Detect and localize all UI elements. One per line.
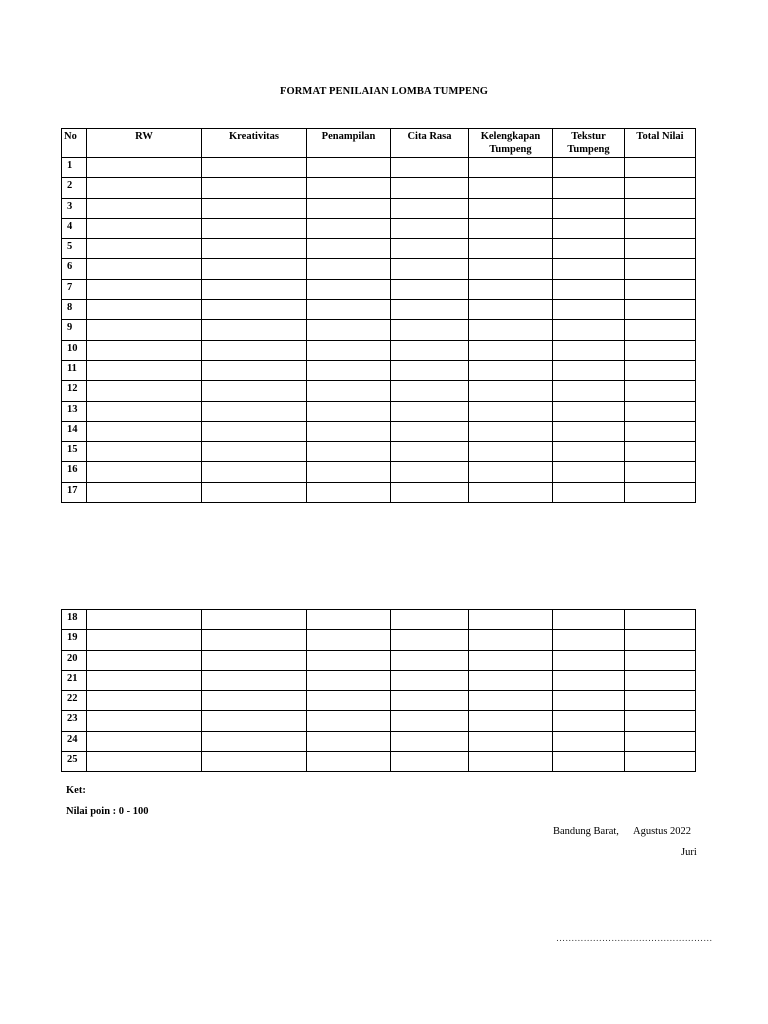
score-cell [553, 178, 625, 198]
row-number: 13 [62, 401, 87, 421]
score-cell [307, 239, 391, 259]
score-cell [391, 198, 469, 218]
score-cell [202, 711, 307, 731]
table-row [62, 711, 696, 731]
row-number: 15 [62, 442, 87, 462]
column-header: Total Nilai [625, 129, 696, 158]
score-cell [391, 421, 469, 441]
score-cell [202, 259, 307, 279]
table-row [62, 482, 696, 502]
score-cell [469, 320, 553, 340]
table-row [62, 731, 696, 751]
score-cell [87, 752, 202, 772]
score-cell [469, 610, 553, 630]
score-cell [625, 650, 696, 670]
table-row [62, 259, 696, 279]
score-cell [202, 239, 307, 259]
score-cell [307, 462, 391, 482]
score-cell [625, 421, 696, 441]
score-cell [553, 752, 625, 772]
score-cell [553, 482, 625, 502]
score-cell [625, 320, 696, 340]
score-cell [625, 218, 696, 238]
table-row [62, 340, 696, 360]
table-row [62, 670, 696, 690]
score-cell [307, 340, 391, 360]
table-row [62, 752, 696, 772]
score-cell [553, 731, 625, 751]
score-cell [202, 731, 307, 751]
column-header: RW [87, 129, 202, 158]
score-cell [391, 218, 469, 238]
score-cell [469, 691, 553, 711]
row-number: 24 [62, 731, 87, 751]
column-header: Kelengkapan Tumpeng [469, 129, 553, 158]
score-cell [202, 320, 307, 340]
score-cell [553, 462, 625, 482]
row-number: 19 [62, 630, 87, 650]
score-cell [87, 630, 202, 650]
score-cell [469, 670, 553, 690]
score-cell [553, 381, 625, 401]
score-cell [87, 650, 202, 670]
score-cell [553, 610, 625, 630]
score-cell [625, 340, 696, 360]
score-cell [469, 462, 553, 482]
score-cell [202, 360, 307, 380]
table-row [62, 381, 696, 401]
score-cell [391, 670, 469, 690]
score-cell [469, 401, 553, 421]
row-number: 25 [62, 752, 87, 772]
score-cell [307, 630, 391, 650]
score-cell [307, 178, 391, 198]
table-row [62, 239, 696, 259]
row-number: 3 [62, 198, 87, 218]
score-cell [469, 711, 553, 731]
score-cell [307, 752, 391, 772]
score-cell [625, 239, 696, 259]
table-row [62, 218, 696, 238]
score-cell [625, 401, 696, 421]
row-number: 22 [62, 691, 87, 711]
score-cell [469, 279, 553, 299]
score-cell [469, 178, 553, 198]
row-number: 9 [62, 320, 87, 340]
score-cell [87, 381, 202, 401]
score-cell [469, 300, 553, 320]
score-cell [625, 731, 696, 751]
score-cell [87, 360, 202, 380]
score-cell [307, 259, 391, 279]
row-number: 5 [62, 239, 87, 259]
score-cell [202, 198, 307, 218]
score-cell [307, 442, 391, 462]
row-number: 6 [62, 259, 87, 279]
score-cell [625, 670, 696, 690]
score-cell [625, 442, 696, 462]
score-cell [202, 158, 307, 178]
score-cell [469, 218, 553, 238]
score-cell [391, 731, 469, 751]
score-cell [391, 158, 469, 178]
score-cell [87, 482, 202, 502]
score-cell [87, 731, 202, 751]
score-cell [625, 610, 696, 630]
score-cell [307, 279, 391, 299]
score-cell [469, 381, 553, 401]
signature-line: …………………………………………… [556, 933, 713, 943]
score-cell [625, 360, 696, 380]
score-cell [391, 239, 469, 259]
score-cell [553, 360, 625, 380]
score-cell [202, 670, 307, 690]
score-cell [391, 482, 469, 502]
score-cell [469, 158, 553, 178]
score-cell [391, 462, 469, 482]
row-number: 14 [62, 421, 87, 441]
score-cell [625, 630, 696, 650]
table-row [62, 360, 696, 380]
score-cell [87, 462, 202, 482]
score-cell [391, 300, 469, 320]
score-cell [391, 279, 469, 299]
score-cell [391, 320, 469, 340]
score-cell [87, 691, 202, 711]
table-row [62, 279, 696, 299]
table-row [62, 442, 696, 462]
row-number: 12 [62, 381, 87, 401]
row-number: 10 [62, 340, 87, 360]
score-cell [391, 381, 469, 401]
score-cell [87, 259, 202, 279]
score-cell [307, 482, 391, 502]
score-cell [307, 300, 391, 320]
score-cell [553, 239, 625, 259]
table-header-row [62, 129, 696, 158]
table-row [62, 421, 696, 441]
table-row [62, 158, 696, 178]
score-cell [553, 158, 625, 178]
score-cell [391, 650, 469, 670]
column-header: No [62, 129, 87, 158]
score-cell [553, 320, 625, 340]
score-cell [202, 691, 307, 711]
score-cell [625, 691, 696, 711]
score-cell [625, 300, 696, 320]
column-header: Tekstur Tumpeng [553, 129, 625, 158]
score-cell [391, 178, 469, 198]
score-cell [307, 691, 391, 711]
score-cell [391, 360, 469, 380]
column-header: Penampilan [307, 129, 391, 158]
row-number: 2 [62, 178, 87, 198]
score-cell [553, 650, 625, 670]
score-table-part2 [61, 609, 696, 772]
score-cell [625, 279, 696, 299]
score-cell [307, 421, 391, 441]
table-row [62, 610, 696, 630]
row-number: 16 [62, 462, 87, 482]
score-cell [87, 178, 202, 198]
score-cell [469, 650, 553, 670]
table-row [62, 630, 696, 650]
score-cell [307, 381, 391, 401]
score-cell [87, 442, 202, 462]
score-cell [87, 158, 202, 178]
signature-date: Agustus 2022 [633, 826, 692, 837]
row-number: 7 [62, 279, 87, 299]
score-cell [391, 752, 469, 772]
score-cell [202, 218, 307, 238]
score-cell [553, 442, 625, 462]
score-cell [307, 218, 391, 238]
score-cell [202, 482, 307, 502]
row-number: 21 [62, 670, 87, 690]
signer-role: Juri [681, 847, 697, 858]
ket-label: Ket: [66, 785, 86, 796]
score-cell [202, 610, 307, 630]
table-row [62, 691, 696, 711]
score-cell [202, 381, 307, 401]
score-cell [553, 198, 625, 218]
score-cell [553, 279, 625, 299]
score-cell [469, 752, 553, 772]
column-header: Cita Rasa [391, 129, 469, 158]
score-table-part1 [61, 128, 696, 503]
signature-place: Bandung Barat, [553, 826, 619, 837]
score-cell [307, 711, 391, 731]
score-cell [87, 670, 202, 690]
score-cell [87, 711, 202, 731]
row-number: 1 [62, 158, 87, 178]
score-cell [625, 381, 696, 401]
score-cell [625, 198, 696, 218]
score-cell [625, 259, 696, 279]
column-header: Kreativitas [202, 129, 307, 158]
score-cell [553, 401, 625, 421]
score-cell [553, 691, 625, 711]
table-row [62, 320, 696, 340]
score-cell [307, 360, 391, 380]
score-cell [391, 442, 469, 462]
score-cell [625, 462, 696, 482]
score-cell [87, 279, 202, 299]
score-cell [307, 731, 391, 751]
score-cell [391, 691, 469, 711]
score-cell [87, 239, 202, 259]
score-cell [553, 711, 625, 731]
score-cell [625, 178, 696, 198]
score-cell [391, 401, 469, 421]
score-cell [87, 421, 202, 441]
score-cell [391, 259, 469, 279]
score-cell [87, 320, 202, 340]
score-cell [469, 442, 553, 462]
score-cell [553, 421, 625, 441]
row-number: 8 [62, 300, 87, 320]
score-cell [553, 300, 625, 320]
score-cell [469, 482, 553, 502]
score-cell [307, 198, 391, 218]
score-cell [202, 462, 307, 482]
score-cell [469, 259, 553, 279]
score-cell [553, 218, 625, 238]
score-cell [625, 482, 696, 502]
score-cell [391, 340, 469, 360]
row-number: 23 [62, 711, 87, 731]
score-cell [202, 178, 307, 198]
score-cell [202, 421, 307, 441]
score-cell [553, 630, 625, 650]
score-cell [391, 610, 469, 630]
table-row [62, 462, 696, 482]
row-number: 4 [62, 218, 87, 238]
score-cell [469, 731, 553, 751]
score-cell [625, 158, 696, 178]
score-cell [469, 239, 553, 259]
score-cell [307, 610, 391, 630]
score-cell [202, 650, 307, 670]
score-cell [307, 158, 391, 178]
score-cell [469, 630, 553, 650]
table-row [62, 650, 696, 670]
table-row [62, 198, 696, 218]
score-cell [202, 340, 307, 360]
score-cell [469, 360, 553, 380]
score-cell [307, 650, 391, 670]
table-row [62, 178, 696, 198]
score-cell [307, 670, 391, 690]
score-cell [87, 300, 202, 320]
score-cell [307, 401, 391, 421]
table-row [62, 401, 696, 421]
score-cell [307, 320, 391, 340]
score-cell [469, 421, 553, 441]
score-cell [553, 670, 625, 690]
score-cell [87, 218, 202, 238]
score-cell [625, 711, 696, 731]
nilai-note: Nilai poin : 0 - 100 [66, 806, 149, 817]
score-cell [391, 711, 469, 731]
score-cell [87, 198, 202, 218]
row-number: 20 [62, 650, 87, 670]
row-number: 11 [62, 360, 87, 380]
score-cell [202, 401, 307, 421]
score-cell [202, 752, 307, 772]
score-cell [553, 259, 625, 279]
score-cell [202, 279, 307, 299]
score-cell [553, 340, 625, 360]
document-title: FORMAT PENILAIAN LOMBA TUMPENG [279, 86, 489, 97]
score-cell [87, 610, 202, 630]
row-number: 17 [62, 482, 87, 502]
score-cell [87, 340, 202, 360]
row-number: 18 [62, 610, 87, 630]
score-cell [202, 630, 307, 650]
score-cell [391, 630, 469, 650]
score-cell [202, 300, 307, 320]
score-cell [469, 198, 553, 218]
score-cell [87, 401, 202, 421]
score-cell [202, 442, 307, 462]
score-cell [625, 752, 696, 772]
score-cell [469, 340, 553, 360]
table-row [62, 300, 696, 320]
